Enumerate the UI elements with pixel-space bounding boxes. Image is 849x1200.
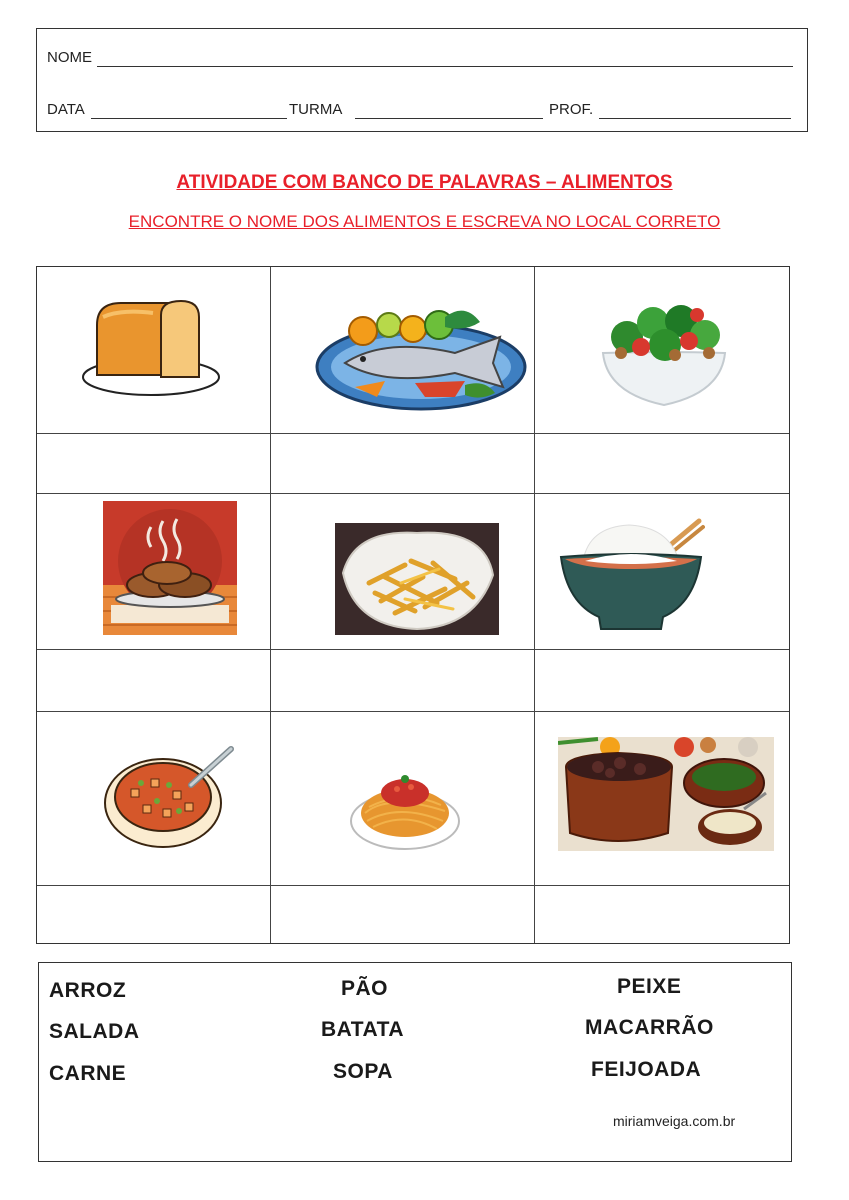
- answer-cell[interactable]: [535, 434, 789, 493]
- word-bank-item: PÃO: [341, 977, 389, 1000]
- teacher-field[interactable]: [599, 118, 791, 119]
- answer-cell[interactable]: [535, 886, 789, 942]
- answer-cell[interactable]: [37, 434, 270, 493]
- grilled-meat-icon: [103, 501, 237, 635]
- word-bank-item: BATATA: [321, 1018, 405, 1041]
- word-bank-item: CARNE: [49, 1062, 127, 1085]
- soup-bowl-icon: [103, 745, 243, 855]
- name-field[interactable]: [97, 66, 793, 67]
- answer-cell[interactable]: [37, 886, 270, 942]
- fish-platter-icon: [315, 297, 527, 415]
- feijoada-icon: [558, 737, 774, 851]
- word-bank-item: MACARRÃO: [585, 1016, 714, 1039]
- page-subtitle: ENCONTRE O NOME DOS ALIMENTOS E ESCREVA NO LOCAL CORRETO: [128, 212, 721, 231]
- bread-icon: [81, 295, 221, 405]
- word-bank-item: SOPA: [333, 1060, 393, 1083]
- grid-divider: [37, 493, 789, 494]
- date-label: DATA: [47, 101, 85, 118]
- french-fries-icon: [335, 523, 499, 635]
- food-grid: [36, 266, 790, 944]
- teacher-label: PROF.: [549, 101, 594, 118]
- spaghetti-icon: [349, 759, 461, 853]
- salad-bowl-icon: [597, 297, 731, 409]
- word-bank-item: FEIJOADA: [591, 1058, 702, 1081]
- page-title: ATIVIDADE COM BANCO DE PALAVRAS – ALIMENTOS: [176, 172, 673, 193]
- grid-divider: [534, 267, 535, 943]
- word-bank-item: SALADA: [49, 1020, 140, 1043]
- rice-bowl-icon: [559, 517, 705, 633]
- class-label: TURMA: [289, 101, 343, 118]
- answer-cell[interactable]: [271, 650, 534, 711]
- date-field[interactable]: [91, 118, 287, 119]
- answer-cell[interactable]: [37, 650, 270, 711]
- site-credit: miriamveiga.com.br: [613, 1113, 736, 1129]
- word-bank-item: ARROZ: [49, 979, 127, 1002]
- answer-cell[interactable]: [271, 434, 534, 493]
- answer-cell[interactable]: [271, 886, 534, 942]
- grid-divider: [37, 711, 789, 712]
- name-label: NOME: [47, 49, 92, 66]
- word-bank-item: PEIXE: [617, 975, 682, 998]
- word-bank: [38, 962, 792, 1162]
- grid-divider: [270, 267, 271, 943]
- student-info-box: [36, 28, 808, 132]
- answer-cell[interactable]: [535, 650, 789, 711]
- class-field[interactable]: [355, 118, 543, 119]
